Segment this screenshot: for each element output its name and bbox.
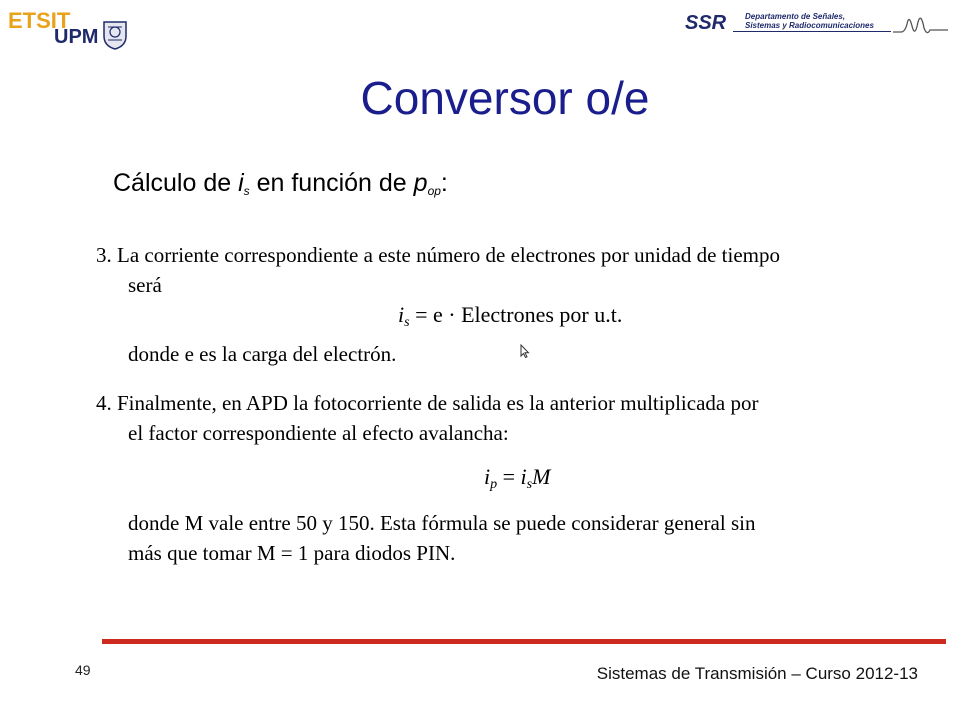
equation-is — [398, 301, 622, 337]
ssr-department-logo — [685, 10, 950, 40]
etsit-logo-text: ETSIT — [8, 8, 71, 33]
upm-logo-text: UPM — [54, 26, 99, 48]
item-3-line-3: donde e es la carga del electrón. — [128, 342, 397, 366]
subtitle-var-p: p — [413, 169, 428, 197]
eq2-var-i-rhs: i — [520, 464, 527, 489]
item-4-line-3: donde M vale entre 50 y 150. Esta fórmula se puede considerar general sin — [128, 511, 756, 535]
university-crest-icon — [100, 18, 130, 50]
subtitle-sub-s: s — [243, 184, 250, 198]
item-4-line-2: el factor correspondiente al efecto avalancha: — [128, 421, 509, 445]
slide-subtitle — [113, 168, 448, 206]
eq2-sub-p: p — [490, 477, 498, 492]
item-3-line-2: será — [128, 273, 162, 297]
subtitle-sub-op: op — [427, 184, 441, 198]
course-footer: Sistemas de Transmisión – Curso 2012-13 — [596, 664, 918, 683]
slide-title: Conversor o/e — [360, 72, 650, 124]
subtitle-var-i: i — [238, 169, 244, 197]
signal-wave-icon — [893, 12, 948, 38]
department-line-2: Sistemas y Radiocomunicaciones — [745, 21, 874, 30]
item-3-line-1: 3. La corriente correspondiente a este número de electrones por unidad de tiempo — [96, 243, 780, 267]
subtitle-suffix: : — [440, 169, 448, 197]
eq2-sub-s: s — [526, 477, 533, 492]
item-4-line-1: 4. Finalmente, en APD la fotocorriente de salida es la anterior multiplicada por — [96, 391, 759, 415]
eq2-equals: = — [497, 464, 521, 489]
eq1-var-i: i — [398, 302, 405, 327]
subtitle-mid: en función de — [249, 169, 414, 197]
subtitle-prefix: Cálculo de — [113, 169, 239, 197]
eq1-rhs: = e · Electrones por u.t. — [409, 302, 623, 327]
mouse-pointer-icon — [520, 344, 530, 358]
ssr-logo-text: SSR — [685, 12, 727, 34]
logo-divider — [733, 31, 891, 32]
page-number: 49 — [75, 662, 91, 678]
equation-ip — [484, 463, 550, 499]
item-4-line-4: más que tomar M = 1 para diodos PIN. — [128, 541, 456, 565]
department-name — [745, 12, 874, 30]
eq1-sub-s: s — [404, 315, 410, 330]
department-line-1: Departamento de Señales, — [745, 12, 846, 21]
eq2-var-m: M — [532, 464, 551, 489]
footer-rule — [102, 639, 946, 644]
etsit-upm-logo — [8, 10, 133, 50]
eq2-var-i: i — [484, 464, 491, 489]
